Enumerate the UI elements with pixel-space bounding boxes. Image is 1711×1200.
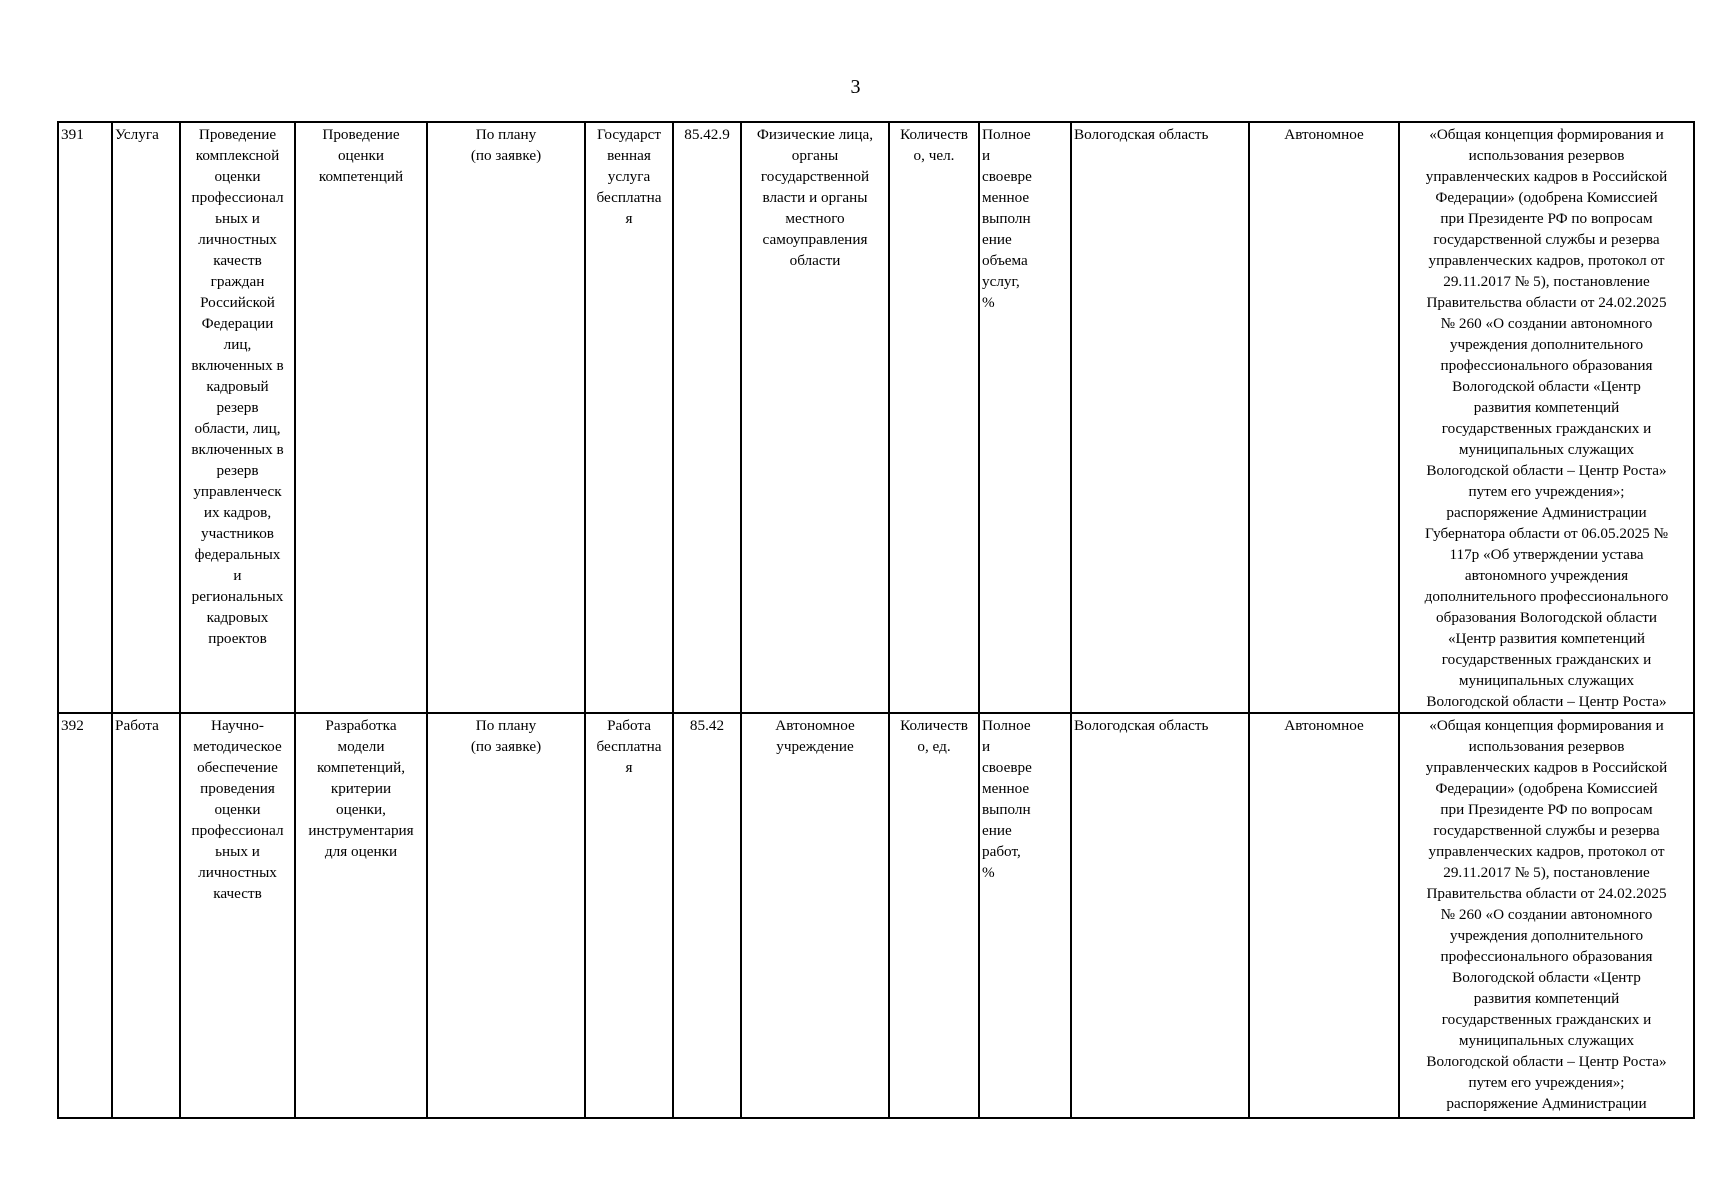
cell-text-line: «Центр развития компетенций (1447, 630, 1646, 647)
cell-text-line: и (982, 147, 991, 164)
cell-text-line: Вологодской области «Центр (1452, 378, 1641, 395)
cell-text-line: комплексной (195, 147, 280, 164)
cell-text-line: Российской (200, 294, 275, 311)
cell-text-line: По плану (475, 126, 537, 143)
cell-text-line: личностных (198, 864, 277, 881)
cell-text-line: резерв (216, 462, 259, 479)
cell-text-line: объема (982, 252, 1028, 269)
cell-text-line: управленческих кадров, протокол от (1428, 843, 1665, 860)
condition-cell (427, 122, 585, 713)
cell-text-line: их кадров, (203, 504, 272, 521)
cell-text-line: государственных гражданских и (1441, 420, 1652, 437)
cell-text-line: о, ед. (917, 738, 951, 755)
basis-cell (1399, 122, 1694, 713)
quality-cell (979, 122, 1071, 713)
paid-cell (585, 713, 673, 1118)
cell-text-line: использования резервов (1468, 147, 1625, 164)
cell-text-line: путем его учреждения»; (1468, 483, 1625, 500)
row-number-cell: 392 (58, 713, 112, 1118)
institution-type-cell: Автономное (1249, 122, 1399, 713)
cell-text-line: Федерации» (одобрена Комиссией (1435, 189, 1658, 206)
cell-text-line: учреждения дополнительного (1449, 336, 1644, 353)
cell-text-line: управленческих кадров, протокол от (1428, 252, 1665, 269)
cell-text-line: развития компетенций (1473, 399, 1620, 416)
cell-text-line: менное (982, 189, 1030, 206)
cell-text-line: инструментария (308, 822, 414, 839)
cell-text-line: Автономное (775, 717, 855, 734)
cell-text-line: Федерации» (одобрена Комиссией (1435, 780, 1658, 797)
cell-text-line: путем его учреждения»; (1468, 1074, 1625, 1091)
institution-type-cell: Автономное (1249, 713, 1399, 1118)
cell-text-line: участников (201, 525, 274, 542)
cell-text-line: профессионального образования (1440, 357, 1653, 374)
cell-text-line: Работа (607, 717, 651, 734)
cell-text-line: профессионал (191, 189, 284, 206)
quality-cell (979, 713, 1071, 1118)
cell-text-line: Проведение (322, 126, 400, 143)
cell-text-line: качеств (213, 252, 262, 269)
cell-text-line: методическое (193, 738, 282, 755)
cell-text-line: № 260 «О создании автономного (1440, 906, 1653, 923)
name-cell (180, 713, 295, 1118)
cell-text-line: образования Вологодской области (1436, 609, 1657, 626)
cell-text-line: своевре (982, 759, 1032, 776)
cell-text-line: Разработка (325, 717, 397, 734)
cell-text-line: распоряжение Администрации (1446, 1095, 1647, 1112)
cell-text-line: Научно- (211, 717, 264, 734)
cell-text-line: граждан (210, 273, 265, 290)
cell-text-line: проведения (200, 780, 275, 797)
page-number: 3 (850, 76, 861, 98)
type-cell: Услуга (112, 122, 180, 713)
cell-text-line: государственных гражданских и (1441, 651, 1652, 668)
cell-text-line: распоряжение Администрации (1446, 504, 1647, 521)
okved-cell: 85.42.9 (673, 122, 741, 713)
cell-text-line: государственной службы и резерва (1433, 231, 1660, 248)
cell-text-line: Проведение (198, 126, 277, 143)
paid-cell (585, 122, 673, 713)
type-cell: Работа (112, 713, 180, 1118)
cell-text-line: кадровый (206, 378, 269, 395)
cell-text-line: о, чел. (913, 147, 955, 164)
cell-text-line: при Президенте РФ по вопросам (1440, 801, 1653, 818)
cell-text-line: Полное (982, 126, 1031, 143)
cell-text-line: управленческ (193, 483, 282, 500)
row-number-cell: 391 (58, 122, 112, 713)
cell-text-line: при Президенте РФ по вопросам (1440, 210, 1653, 227)
cell-text-line: критерии (330, 780, 392, 797)
cell-text-line: личностных (198, 231, 277, 248)
cell-text-line: качеств (213, 885, 262, 902)
basis-cell (1399, 713, 1694, 1118)
cell-text-line: оценки, (336, 801, 386, 818)
cell-text-line: учреждение (776, 738, 854, 755)
cell-text-line: Вологодской области – Центр Роста» (1426, 462, 1667, 479)
cell-text-line: муниципальных служащих (1458, 441, 1635, 458)
cell-text-line: Правительства области от 24.02.2025 (1426, 885, 1667, 902)
cell-text-line: Количеств (900, 717, 968, 734)
cell-text-line: Федерации (201, 315, 274, 332)
cell-text-line: (по заявке) (470, 147, 542, 164)
cell-text-line: оценки (214, 801, 261, 818)
cell-text-line: дополнительного профессионального (1424, 588, 1669, 605)
cell-text-line: услуга (607, 168, 651, 185)
cell-text-line: % (982, 294, 995, 311)
cell-text-line: (по заявке) (470, 738, 542, 755)
cell-text-line: лиц, (223, 336, 252, 353)
table-row (58, 713, 1694, 1118)
cell-text-line: развития компетенций (1473, 990, 1620, 1007)
territory-cell: Вологодская область (1071, 122, 1249, 713)
volume-cell (889, 122, 979, 713)
cell-text-line: и (233, 567, 242, 584)
table-row (58, 122, 1694, 713)
cell-text-line: ение (982, 231, 1012, 248)
cell-text-line: «Общая концепция формирования и (1429, 717, 1664, 734)
cell-text-line: управленческих кадров в Российской (1425, 168, 1668, 185)
consumers-cell (741, 122, 889, 713)
cell-text-line: учреждения дополнительного (1449, 927, 1644, 944)
cell-text-line: государственных гражданских и (1441, 1011, 1652, 1028)
cell-text-line: оценки (337, 147, 385, 164)
cell-text-line: менное (982, 780, 1030, 797)
cell-text-line: бесплатна (596, 738, 662, 755)
consumers-cell (741, 713, 889, 1118)
cell-text-line: ение (982, 822, 1012, 839)
cell-text-line: % (982, 864, 995, 881)
cell-text-line: включенных в (191, 441, 284, 458)
cell-text-line: Количеств (900, 126, 968, 143)
cell-text-line: выполн (982, 210, 1031, 227)
cell-text-line: услуг, (982, 273, 1020, 290)
cell-text-line: автономного учреждения (1464, 567, 1629, 584)
cell-text-line: профессионального образования (1440, 948, 1653, 965)
cell-text-line: Физические лица, (756, 126, 874, 143)
cell-text-line: модели (337, 738, 385, 755)
cell-text-line: № 260 «О создании автономного (1440, 315, 1653, 332)
cell-text-line: использования резервов (1468, 738, 1625, 755)
cell-text-line: работ, (982, 843, 1021, 860)
cell-text-line: резерв (216, 399, 259, 416)
cell-text-line: «Общая концепция формирования и (1429, 126, 1664, 143)
cell-text-line: венная (607, 147, 651, 164)
cell-text-line: компетенций, (316, 759, 406, 776)
cell-text-line: проектов (208, 630, 267, 647)
condition-cell (427, 713, 585, 1118)
cell-text-line: я (625, 759, 633, 776)
cell-text-line: Вологодской области – Центр Роста» (1426, 1053, 1667, 1070)
cell-text-line: области (789, 252, 841, 269)
cell-text-line: ьных и (215, 210, 260, 227)
name-cell (180, 122, 295, 713)
cell-text-line: кадровых (206, 609, 269, 626)
cell-text-line: компетенций (318, 168, 404, 185)
cell-text-line: государственной службы и резерва (1433, 822, 1660, 839)
cell-text-line: бесплатна (596, 189, 662, 206)
cell-text-line: По плану (475, 717, 537, 734)
content-cell (295, 713, 427, 1118)
cell-text-line: своевре (982, 168, 1032, 185)
cell-text-line: выполн (982, 801, 1031, 818)
okved-cell: 85.42 (673, 713, 741, 1118)
cell-text-line: Государст (596, 126, 662, 143)
cell-text-line: региональных (191, 588, 284, 605)
cell-text-line: для оценки (324, 843, 398, 860)
cell-text-line: муниципальных служащих (1458, 1032, 1635, 1049)
cell-text-line: самоуправления (762, 231, 868, 248)
cell-text-line: ьных и (215, 843, 260, 860)
cell-text-line: включенных в (191, 357, 284, 374)
cell-text-line: 29.11.2017 № 5), постановление (1443, 273, 1650, 290)
cell-text-line: я (625, 210, 633, 227)
content-cell (295, 122, 427, 713)
cell-text-line: оценки (214, 168, 261, 185)
cell-text-line: обеспечение (197, 759, 278, 776)
cell-text-line: федеральных (194, 546, 281, 563)
registry-table (57, 121, 1695, 1119)
territory-cell: Вологодская область (1071, 713, 1249, 1118)
cell-text-line: муниципальных служащих (1458, 672, 1635, 689)
cell-text-line: 29.11.2017 № 5), постановление (1443, 864, 1650, 881)
volume-cell (889, 713, 979, 1118)
cell-text-line: области, лиц, (194, 420, 281, 437)
cell-text-line: Полное (982, 717, 1031, 734)
cell-text-line: управленческих кадров в Российской (1425, 759, 1668, 776)
cell-text-line: Губернатора области от 06.05.2025 № (1424, 525, 1669, 542)
cell-text-line: государственной (760, 168, 870, 185)
cell-text-line: местного (785, 210, 845, 227)
cell-text-line: профессионал (191, 822, 284, 839)
cell-text-line: Правительства области от 24.02.2025 (1426, 294, 1667, 311)
cell-text-line: Вологодской области – Центр Роста» (1426, 693, 1667, 710)
cell-text-line: Вологодской области «Центр (1452, 969, 1641, 986)
cell-text-line: и (982, 738, 991, 755)
cell-text-line: 117р «Об утверждении устава (1449, 546, 1644, 563)
cell-text-line: органы (791, 147, 839, 164)
cell-text-line: власти и органы (762, 189, 868, 206)
